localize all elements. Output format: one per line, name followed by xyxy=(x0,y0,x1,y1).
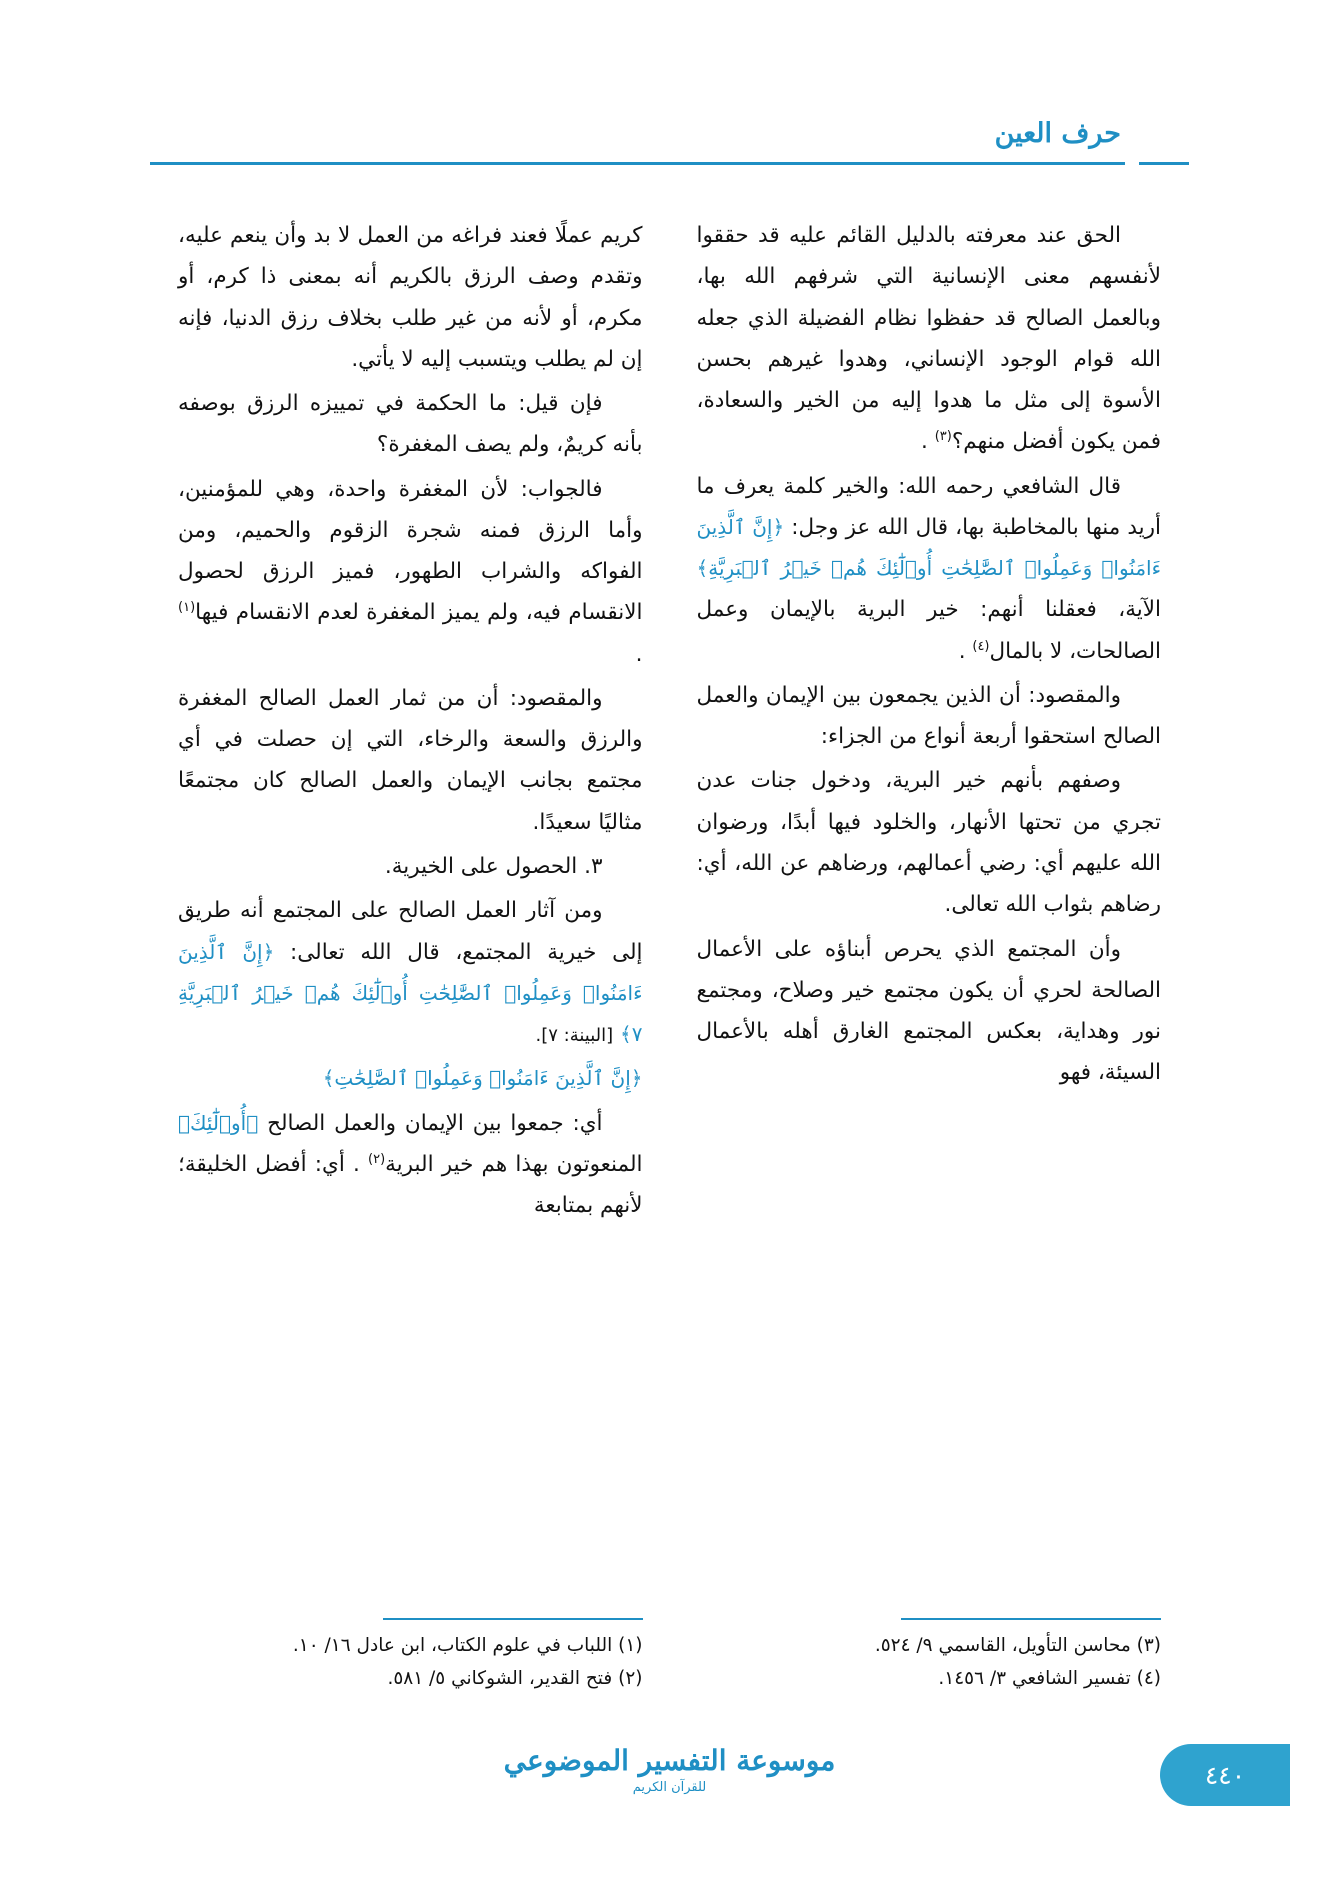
column-right-body xyxy=(178,215,643,1226)
publisher-logo xyxy=(504,1746,836,1795)
footnote-divider xyxy=(901,1618,1161,1620)
paragraph: ومن آثار العمل الصالح على المجتمع أنه طريق إلى خيرية المجتمع، قال الله تعالى: ﴿إِنَّ ٱلَّذِينَ ءَامَنُوا۟ وَعَمِلُوا۟ ٱلصَّٰلِحَٰتِ أُو۟لَٰٓئِكَ هُمۡ خَيۡرُ ٱلۡبَرِيَّةِ ٧﴾ [البينة: ٧]. xyxy=(178,898,643,1047)
quran-verse: ﴿إِنَّ ٱلَّذِينَ ءَامَنُوا۟ وَعَمِلُوا۟ ٱلصَّٰلِحَٰتِ أُو۟لَٰٓئِكَ هُمۡ خَيۡرُ ٱلۡبَرِيَّةِ ٧﴾ xyxy=(178,939,643,1047)
header-divider xyxy=(150,162,1125,165)
paragraph: والمقصود: أن الذين يجمعون بين الإيمان والعمل الصالح استحقوا أربعة أنواع من الجزاء: xyxy=(696,682,1161,750)
quran-reference: [البينة: ٧]. xyxy=(535,1025,614,1047)
footnote-marker: (٣) xyxy=(934,429,952,445)
quran-verse: ﴿أُو۟لَٰٓئِكَ﴾ xyxy=(178,1110,259,1135)
column-left xyxy=(697,215,1162,1695)
paragraph: الحق عند معرفته بالدليل القائم عليه قد حققوا لأنفسهم معنى الإنسانية التي شرفهم الله بها، وبالعمل الصالح قد حفظوا نظام الفضيلة الذي جعله الله قوام الوجود الإنساني، وهدوا غيرهم بحسن الأسوة إلى مثل ما هدوا إليه من الخير والسعادة، فمن يكون أفضل منهم؟$^{(٣)}$ . xyxy=(696,223,1161,455)
header-title: حرف العين xyxy=(994,118,1121,149)
paragraph: فالجواب: لأن المغفرة واحدة، وهي للمؤمنين، وأما الرزق فمنه شجرة الزقوم والحميم، ومن الفواكه والشراب الطهور، فميز الرزق لحصول الانقسام فيه، ولم يميز المغفرة لعدم الانقسام فيها$^{(١)}$ . xyxy=(178,476,643,667)
header-divider-accent xyxy=(1139,162,1189,165)
footnote-item: (٢) فتح القدير، الشوكاني ٥/ ٥٨١. xyxy=(387,1667,643,1689)
publisher-logo-title: موسوعة التفسير الموضوعي xyxy=(503,1744,836,1777)
quran-verse: ﴿إِنَّ ٱلَّذِينَ ءَامَنُوا۟ وَعَمِلُوا۟ ٱلصَّٰلِحَٰتِ﴾ xyxy=(322,1066,643,1091)
footnote-item: (٣) محاسن التأويل، القاسمي ٩/ ٥٢٤. xyxy=(874,1635,1161,1657)
paragraph: وأن المجتمع الذي يحرص أبناؤه على الأعمال الصالحة لحري أن يكون مجتمع خير وصلاح، ومجتمع نور وهداية، بعكس المجتمع الغارق أهله بالأعمال السيئة، فهو xyxy=(696,936,1161,1086)
section-heading: ٣. الحصول على الخيرية. xyxy=(384,853,603,879)
footnotes-right xyxy=(178,1618,643,1695)
column-left-body xyxy=(697,215,1162,1094)
quran-verse: ﴿إِنَّ ٱلَّذِينَ ءَامَنُوا۟ وَعَمِلُوا۟ ٱلصَّٰلِحَٰتِ أُو۟لَٰٓئِكَ هُمۡ خَيۡرُ ٱلۡبَرِيَّةِ﴾ xyxy=(696,514,1161,581)
footnote-marker: (١) xyxy=(178,600,196,616)
publisher-logo-subtitle: للقرآن الكريم xyxy=(632,1779,707,1795)
paragraph: والمقصود: أن من ثمار العمل الصالح المغفرة والرزق والسعة والرخاء، التي إن حصلت في أي مجتمع بجانب الإيمان والعمل الصالح كان مجتمعًا مثاليًا سعيدًا. xyxy=(178,685,643,835)
paragraph: أي: جمعوا بين الإيمان والعمل الصالح ﴿أُو۟لَٰٓئِكَ﴾ المنعوتون بهذا هم خير البرية$^{(٢)}$ . أي: أفضل الخليقة؛ لأنهم بمتابعة xyxy=(178,1110,643,1219)
paragraph: قال الشافعي رحمه الله: والخير كلمة يعرف ما أريد منها بالمخاطبة بها، قال الله عز وجل: ﴿إِنَّ ٱلَّذِينَ ءَامَنُوا۟ وَعَمِلُوا۟ ٱلصَّٰلِحَٰتِ أُو۟لَٰٓئِكَ هُمۡ خَيۡرُ ٱلۡبَرِيَّةِ﴾ الآية، فعقلنا أنهم: خير البرية بالإيمان وعمل الصالحات، لا بالمال$^{(٤)}$ . xyxy=(696,473,1161,664)
footnote-marker: (٢) xyxy=(368,1151,386,1167)
footnote-divider xyxy=(383,1618,643,1620)
page-header xyxy=(150,118,1189,174)
footnote-item: (٤) تفسير الشافعي ٣/ ١٤٥٦. xyxy=(938,1667,1161,1689)
page-number: ٤٤٠ xyxy=(1160,1744,1290,1806)
paragraph: وصفهم بأنهم خير البرية، ودخول جنات عدن تجري من تحتها الأنهار، والخلود فيها أبدًا، ورضوان الله عليهم أي: رضي أعمالهم، ورضاهم عن الله، أي: رضاهم بثواب الله تعالى. xyxy=(696,768,1161,918)
text-columns xyxy=(178,215,1161,1695)
footnote-item: (١) اللباب في علوم الكتاب، ابن عادل ١٦/ ١٠. xyxy=(292,1635,643,1657)
paragraph xyxy=(178,1058,643,1099)
footnotes-left xyxy=(697,1618,1162,1695)
page-footer xyxy=(0,1738,1339,1834)
paragraph: كريم عملًا فعند فراغه من العمل لا بد وأن ينعم عليه، وتقدم وصف الرزق بالكريم أنه بمعنى ذا كرم، أو مكرم، أو لأنه من غير طلب بخلاف رزق الدنيا، فإنه إن لم يطلب ويتسبب إليه لا يأتي. xyxy=(178,223,643,372)
footnote-marker: (٤) xyxy=(972,638,990,654)
column-right xyxy=(178,215,643,1695)
paragraph: فإن قيل: ما الحكمة في تمييزه الرزق بوصفه بأنه كريمٌ، ولم يصف المغفرة؟ xyxy=(178,391,643,458)
